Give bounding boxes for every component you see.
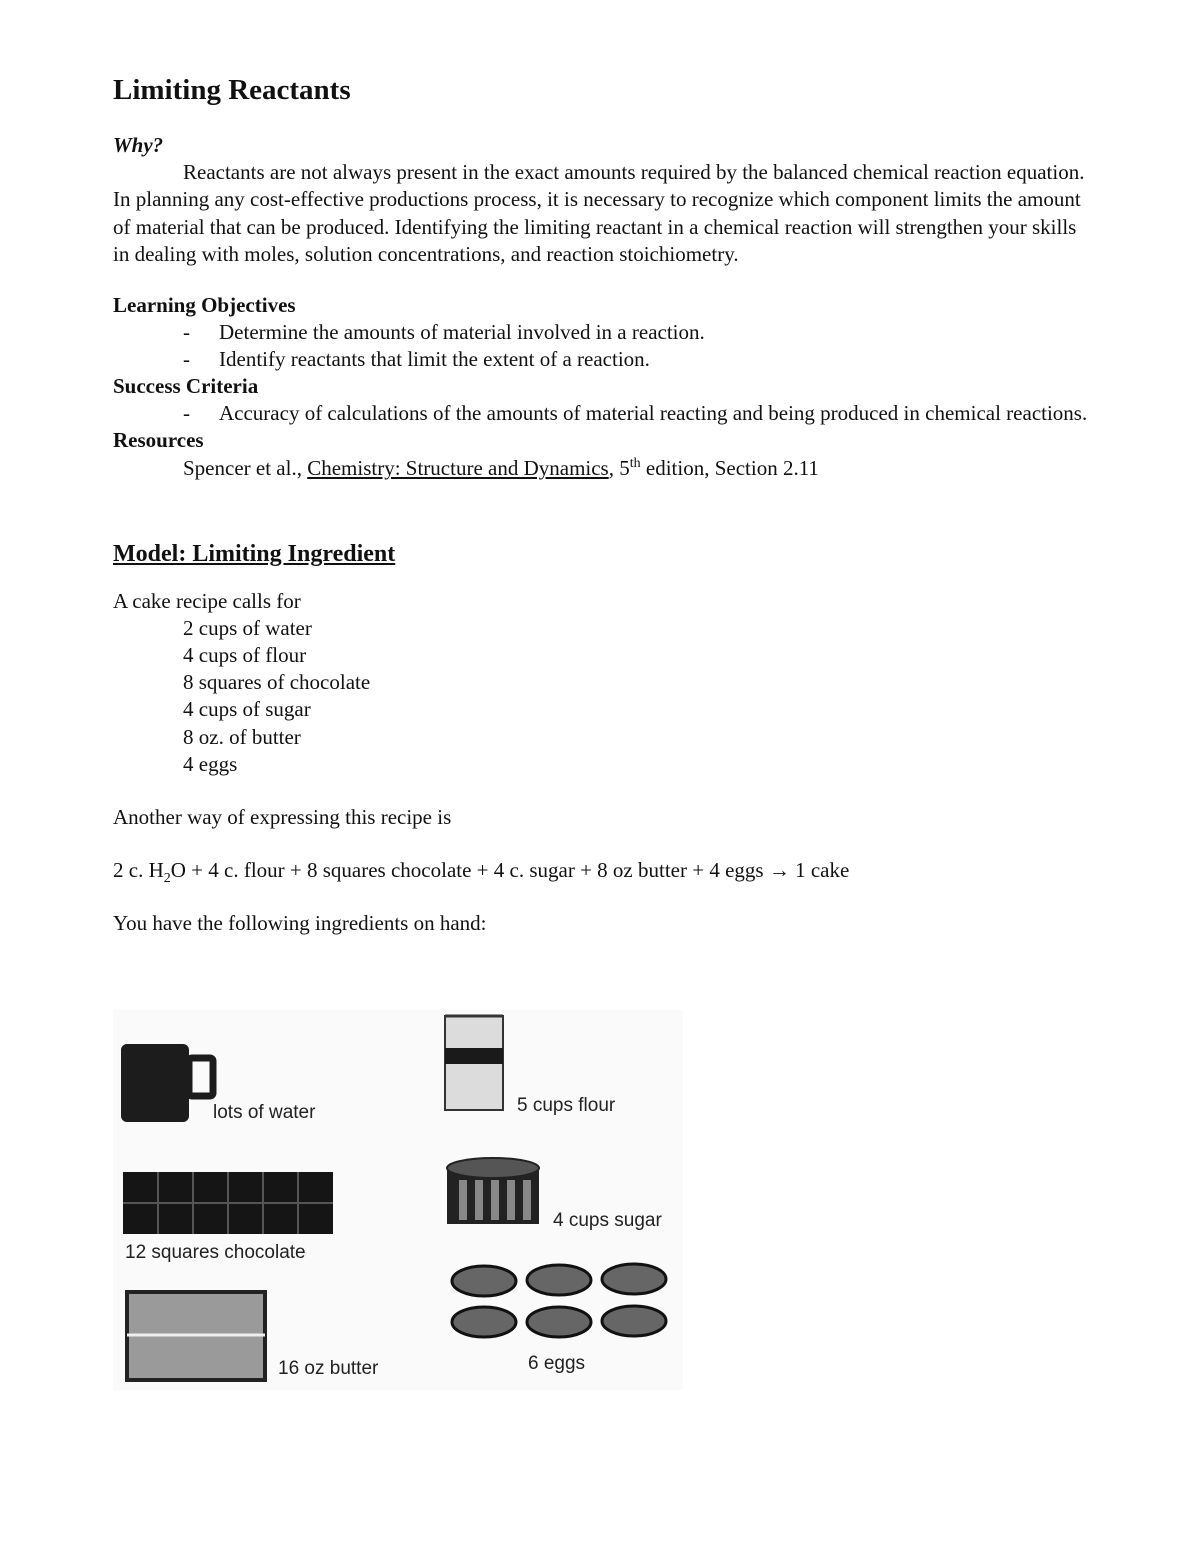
flour-bag-icon [445, 1016, 503, 1110]
flour-label: 5 cups flour [517, 1095, 616, 1116]
sugar-canister-icon [447, 1158, 539, 1224]
document-page [113, 70, 1088, 937]
ingredients-figure [113, 1010, 683, 1390]
eggs-label: 6 eggs [528, 1353, 586, 1374]
list-item: - Identify reactants that limit the extent of a reaction. [183, 347, 650, 372]
page-title: Limiting Reactants [113, 74, 351, 106]
book-title: Chemistry: Structure and Dynamics [307, 456, 609, 481]
learning-objectives-list [113, 319, 1088, 373]
list-item: - Determine the amounts of material involved in a reaction. [183, 320, 705, 345]
success-criteria-list [113, 400, 1088, 427]
ingredient-item: 4 eggs [183, 751, 238, 776]
butter-icon [127, 1292, 265, 1380]
ingredient-item: 4 cups of sugar [183, 697, 311, 722]
recipe-equation: 2 c. $H_2O + 4$ c. flour + 8 squares chocolate + 4 c. sugar + 8 oz butter + 4 eggs → 1 cake [113, 857, 850, 886]
eggs-icon [452, 1264, 666, 1337]
why-paragraph: Reactants are not always present in the exact amounts required by the balanced chemical reaction equation. In planning any cost-effective productions process, it is necessary to recognize which component limits the amount of material that can be produced. Identifying the limiting reactant in a chemical reaction will strengthen your skills in dealing with moles, solution concentrations, and reaction stoichiometry. [113, 160, 1085, 266]
success-criteria-heading: Success Criteria [113, 374, 259, 399]
chocolate-bar-icon [123, 1172, 333, 1234]
ingredient-item: 8 squares of chocolate [183, 670, 371, 695]
on-hand-intro: You have the following ingredients on hand: [113, 910, 487, 935]
butter-label: 16 oz butter [278, 1358, 379, 1379]
alt-expression-intro: Another way of expressing this recipe is [113, 804, 452, 829]
sugar-label: 4 cups sugar [553, 1210, 662, 1231]
learning-objectives-heading: Learning Objectives [113, 293, 296, 318]
recipe-intro: A cake recipe calls for [113, 589, 301, 614]
mug-icon [121, 1044, 213, 1122]
chocolate-label: 12 squares chocolate [125, 1242, 306, 1263]
arrow-icon: → [768, 857, 790, 882]
ingredient-item: 8 oz. of butter [183, 724, 301, 749]
ingredient-item: 2 cups of water [183, 616, 312, 641]
resource-citation: Spencer et al., Chemistry: Structure and Dynamics, 5th edition, Section 2.11 [183, 456, 819, 481]
ingredient-item: 4 cups of flour [183, 643, 307, 668]
resources-heading: Resources [113, 428, 204, 453]
list-item: - Accuracy of calculations of the amounts of material reacting and being produced in chemical reactions. [183, 401, 1088, 426]
why-heading: Why? [113, 133, 164, 157]
water-label: lots of water [213, 1102, 316, 1123]
model-heading: Model: Limiting Ingredient [113, 541, 396, 568]
